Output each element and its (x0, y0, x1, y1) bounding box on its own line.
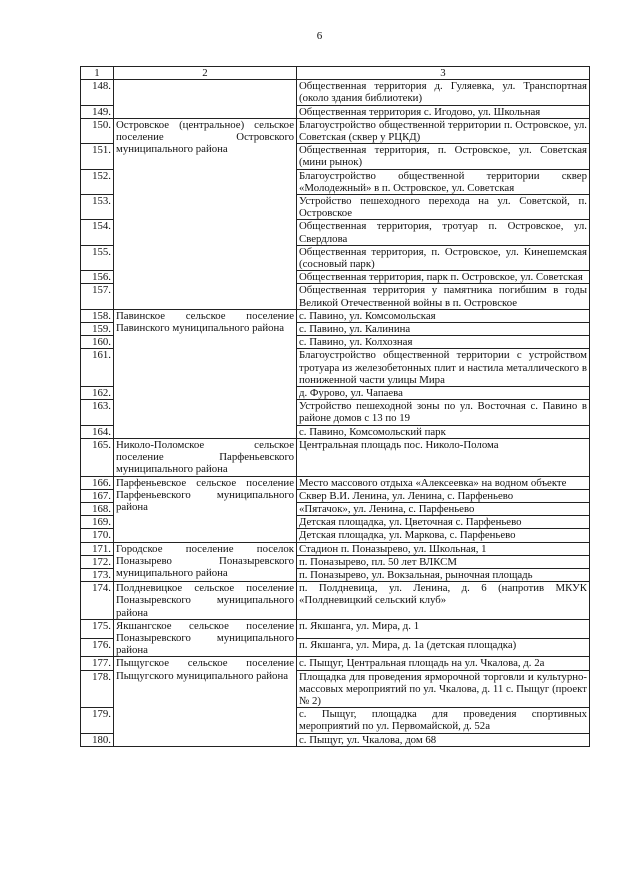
place-cell: с. Пыщуг, Центральная площадь на ул. Чкалова, д. 2а (297, 657, 590, 670)
table-row (81, 118, 590, 143)
place-cell: Устройство пешеходного перехода на ул. Советской, п. Островское (297, 195, 590, 220)
place-cell: Устройство пешеходной зоны по ул. Восточная с. Павино в районе домов с 13 по 19 (297, 400, 590, 425)
header-cell-number: 1 (81, 67, 114, 80)
row-number: 153. (81, 195, 114, 220)
place-cell: Общественная территория д. Гуляевка, ул. Транспортная (около здания библиотеки) (297, 80, 590, 105)
place-cell: Площадка для проведения ярморочной торговли и культурно-массовых мероприятий по ул. Чкалова, д. 11 с. Пыщуг (проект № 2) (297, 670, 590, 708)
row-number: 155. (81, 245, 114, 270)
place-cell: п. Поназырево, ул. Вокзальная, рыночная площадь (297, 568, 590, 581)
place-cell: Общественная территория, п. Островское, ул. Советская (мини рынок) (297, 144, 590, 169)
table-row (81, 542, 590, 555)
row-number: 168. (81, 502, 114, 515)
header-cell-place: 3 (297, 67, 590, 80)
header-cell-municipality: 2 (114, 67, 297, 80)
row-number: 158. (81, 309, 114, 322)
row-number: 154. (81, 220, 114, 245)
municipality-cell (114, 80, 297, 119)
row-number: 173. (81, 568, 114, 581)
page-number: 6 (316, 30, 323, 42)
place-cell: с. Павино, Комсомольский парк (297, 425, 590, 438)
municipality-cell: Городское поселение поселок Поназырево Поназыревского муниципального района (114, 542, 297, 582)
row-number: 172. (81, 555, 114, 568)
row-number: 178. (81, 670, 114, 708)
row-number: 175. (81, 619, 114, 638)
row-number: 150. (81, 118, 114, 143)
place-cell: с. Пыщуг, ул. Чкалова, дом 68 (297, 733, 590, 746)
table-row (81, 309, 590, 322)
place-cell: Благоустройство общественной территории сквер «Молодежный» в п. Островское, ул. Советская (297, 169, 590, 194)
row-number: 156. (81, 271, 114, 284)
row-number: 164. (81, 425, 114, 438)
row-number: 177. (81, 657, 114, 670)
row-number: 159. (81, 323, 114, 336)
place-cell: Стадион п. Поназырево, ул. Школьная, 1 (297, 542, 590, 555)
municipality-cell: Островское (центральное) сельское поселение Островского муниципального района (114, 118, 297, 309)
municipality-cell: Парфеньевское сельское поселение Парфеньевского муниципального района (114, 476, 297, 542)
row-number: 166. (81, 476, 114, 489)
municipality-cell: Пыщугское сельское поселение Пыщугского муниципального района (114, 657, 297, 746)
table-row (81, 80, 590, 105)
row-number: 176. (81, 638, 114, 657)
territory-table (80, 66, 590, 747)
row-number: 161. (81, 349, 114, 387)
table-row (81, 476, 590, 489)
place-cell: с. Павино, ул. Колхозная (297, 336, 590, 349)
table-row (81, 619, 590, 638)
place-cell: п. Якшанга, ул. Мира, д. 1а (детская площадка) (297, 638, 590, 657)
row-number: 174. (81, 582, 114, 620)
row-number: 179. (81, 708, 114, 733)
place-cell: Благоустройство общественной территории с устройством тротуара из железобетонных плит и настила металлического в пониженной части улицы Мира (297, 349, 590, 387)
table-row (81, 438, 590, 476)
place-cell: п. Поназырево, пл. 50 лет ВЛКСМ (297, 555, 590, 568)
place-cell: с. Павино, ул. Калинина (297, 323, 590, 336)
table-row (81, 582, 590, 620)
table-row (81, 657, 590, 670)
place-cell: Общественная территория, тротуар п. Островское, ул. Свердлова (297, 220, 590, 245)
place-cell: д. Фурово, ул. Чапаева (297, 387, 590, 400)
place-cell: «Пятачок», ул. Ленина, с. Парфеньево (297, 502, 590, 515)
place-cell: Общественная территория с. Игодово, ул. Школьная (297, 105, 590, 118)
municipality-cell: Николо-Поломское сельское поселение Парфеньевского муниципального района (114, 438, 297, 476)
row-number: 165. (81, 438, 114, 476)
row-number: 162. (81, 387, 114, 400)
place-cell: Детская площадка, ул. Маркова, с. Парфеньево (297, 529, 590, 542)
municipality-cell: Полдневицкое сельское поселение Поназыревского муниципального района (114, 582, 297, 620)
municipality-cell: Павинское сельское поселение Павинского муниципального района (114, 309, 297, 438)
place-cell: с. Пыщуг, площадка для проведения спортивных мероприятий по ул. Первомайской, д. 52а (297, 708, 590, 733)
row-number: 163. (81, 400, 114, 425)
place-cell: Сквер В.И. Ленина, ул. Ленина, с. Парфеньево (297, 489, 590, 502)
row-number: 152. (81, 169, 114, 194)
place-cell: Детская площадка, ул. Цветочная с. Парфеньево (297, 516, 590, 529)
place-cell: п. Полдневица, ул. Ленина, д. 6 (напротив МКУК «Полдневицкий сельский клуб» (297, 582, 590, 620)
row-number: 157. (81, 284, 114, 309)
row-number: 171. (81, 542, 114, 555)
place-cell: Центральная площадь пос. Николо-Полома (297, 438, 590, 476)
table-header-row (81, 67, 590, 80)
row-number: 169. (81, 516, 114, 529)
place-cell: Благоустройство общественной территории п. Островское, ул. Советская (сквер у РЦКД) (297, 118, 590, 143)
row-number: 160. (81, 336, 114, 349)
row-number: 167. (81, 489, 114, 502)
place-cell: Общественная территория у памятника погибшим в годы Великой Отечественной войны в п. Островское (297, 284, 590, 309)
place-cell: Место массового отдыха «Алексеевка» на водном объекте (297, 476, 590, 489)
place-cell: Общественная территория, п. Островское, ул. Кинешемская (сосновый парк) (297, 245, 590, 270)
row-number: 149. (81, 105, 114, 118)
municipality-cell: Якшангское сельское поселение Поназыревского муниципального района (114, 619, 297, 657)
row-number: 148. (81, 80, 114, 105)
place-cell: п. Якшанга, ул. Мира, д. 1 (297, 619, 590, 638)
place-cell: Общественная территория, парк п. Островское, ул. Советская (297, 271, 590, 284)
row-number: 151. (81, 144, 114, 169)
place-cell: с. Павино, ул. Комсомольская (297, 309, 590, 322)
row-number: 170. (81, 529, 114, 542)
row-number: 180. (81, 733, 114, 746)
